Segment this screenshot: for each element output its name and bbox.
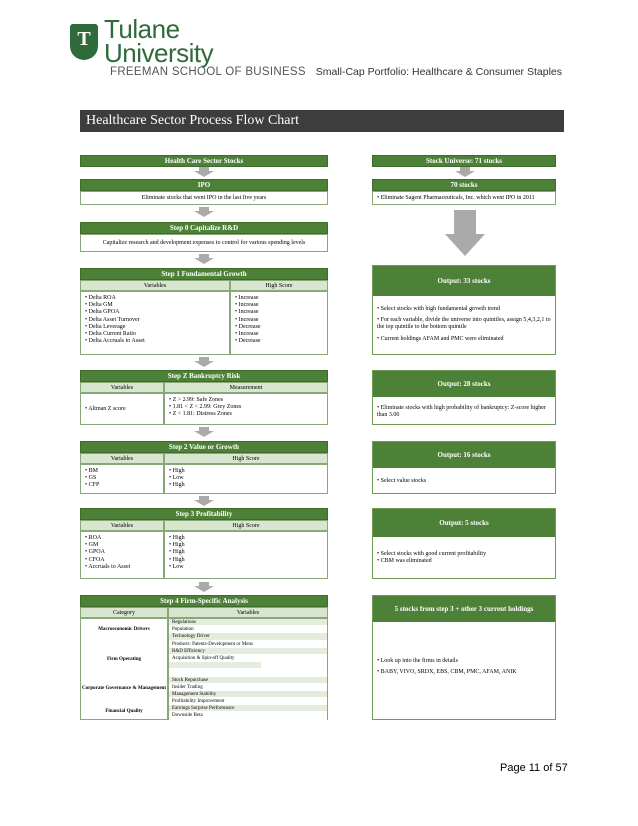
step4-variable: R&D Efficiency (169, 648, 327, 655)
step2-col-variables: Variables (80, 453, 164, 464)
step4-variable: Population (169, 626, 327, 633)
step1-score-text: Increase (238, 295, 259, 301)
step4-variable: Downside Beta (169, 712, 327, 719)
output-5-item: • CBM was eliminated (377, 558, 432, 565)
step2-score: • High (169, 482, 185, 489)
step1-score: • Increase (235, 295, 259, 301)
step4-col-category: Category (80, 607, 168, 618)
output-33-box (372, 265, 556, 355)
logo-university: University (104, 38, 214, 68)
step1-variable-text: Delta Leverage (88, 323, 126, 330)
output-33-item: • For each variable, divide the universe into quintiles, assign 5,4,3,2,1 to the top quintile to the bottom quintile (377, 317, 551, 331)
stepz-measure-text: 1.81 < Z < 2.99: Grey Zones (172, 404, 242, 411)
step3-variable: • Accruals to Asset (85, 563, 131, 570)
final-item: • BABY, VIVO, SRDX, EBS, CBM, PMC, AFAM, ANIK (377, 669, 517, 676)
arrow-down-icon (194, 207, 214, 217)
step3-variables (80, 531, 164, 579)
output-16-item: • Select value stocks (377, 478, 427, 484)
step4-categories (80, 618, 168, 720)
stepz-variable: • Altman Z score (80, 393, 164, 425)
step0-text: Capitalize research and development expenses to control for various spending levels (80, 234, 328, 252)
stepz-measure: • 1.81 < Z < 2.99: Grey Zones (169, 404, 242, 411)
step3-variable-text: ROA (88, 535, 102, 541)
step4-category: Macroeconomic Drivers (98, 627, 150, 632)
output-33-item-text: Current holdings AFAM and PMC were eliminated (380, 335, 504, 342)
step1-variable-text: Delta GM (88, 302, 113, 309)
step4-variables (168, 618, 328, 720)
step2-variable: • BM (85, 468, 98, 474)
output-28-item: • Eliminate stocks with high probability of bankruptcy: Z-score higher than 3.00 (377, 405, 546, 419)
step3-score-text: High (172, 549, 185, 556)
step2-score-text: Low (172, 475, 184, 482)
arrow-down-icon (455, 167, 475, 177)
step3-score-text: High (172, 535, 185, 541)
step4-variable: Products: Patents-Development or Mens (169, 641, 327, 648)
step3-variable: • GPOA (85, 549, 105, 556)
big-arrow-head-icon (445, 234, 485, 256)
step3-col-variables: Variables (80, 520, 164, 531)
step1-variable-text: Delta Accruals to Asset (88, 338, 145, 345)
output-5-head: Output: 5 stocks (373, 509, 555, 537)
step2-score: • High (169, 468, 185, 474)
step3-score: • High (169, 542, 185, 549)
ipo-text: Eliminate stocks that went IPO in the last five years (80, 191, 328, 205)
stepz-bar: Step Z Bankruptcy Risk (80, 370, 328, 382)
step4-bar: Step 4 Firm-Specific Analysis (80, 595, 328, 607)
final-item: • Look up into the firms in details (377, 658, 458, 664)
stepz-measure: • Z < 1.81: Distress Zones (169, 411, 232, 418)
s70-bar: 70 stocks (372, 179, 556, 191)
step0-bar: Step 0 Capitalize R&D (80, 222, 328, 234)
stepz-col-measurement: Measurement (164, 382, 328, 393)
step4-variable: Insider Trading (169, 684, 327, 691)
step3-score: • Low (169, 563, 184, 570)
step3-col-score: High Score (164, 520, 328, 531)
tulane-shield-logo (70, 24, 98, 60)
step1-score: • Decrease (235, 338, 261, 345)
step3-score-text: High (172, 556, 185, 563)
step2-score-text: High (172, 482, 185, 489)
logo-school: FREEMAN SCHOOL OF BUSINESS (110, 66, 306, 78)
step1-variable: • Delta GPOA (85, 309, 120, 316)
s70-text: • Eliminate Sagent Pharmaceuticals, Inc. which went IPO in 2011 (372, 191, 556, 205)
step3-score-text: Low (172, 563, 184, 570)
page-number: Page 11 of 57 (500, 762, 568, 774)
step1-col-score: High Score (230, 280, 328, 291)
logo-tulane: Tulane (104, 14, 180, 44)
ipo-bar: IPO (80, 179, 328, 191)
step3-variable-text: GPOA (88, 549, 105, 556)
step2-scores (164, 464, 328, 494)
step1-variable-text: Delta ROA (88, 295, 116, 301)
step2-variables (80, 464, 164, 494)
page-title: Healthcare Sector Process Flow Chart (80, 110, 564, 132)
arrow-down-icon (194, 357, 214, 367)
step4-variable: Regulations (169, 619, 327, 626)
step2-variable-text: GS (88, 475, 97, 482)
output-33-item: • Select stocks with high fundamental growth trend (377, 306, 500, 312)
big-arrow-icon (454, 210, 476, 234)
stepz-measure-text: Z < 1.81: Distress Zones (172, 411, 232, 418)
arrow-down-icon (194, 254, 214, 264)
stepz-measurement (164, 393, 328, 425)
step1-score: • Increase (235, 331, 259, 338)
output-16-box (372, 441, 556, 494)
step3-scores (164, 531, 328, 579)
step2-variable: • CFP (85, 482, 100, 489)
final-item-text: Look up into the firms in details (380, 658, 458, 664)
s70-text-content: Eliminate Sagent Pharmaceuticals, Inc. which went IPO in 2011 (380, 195, 535, 201)
output-5-item-text: Select stocks with good current profitability (380, 551, 487, 557)
output-16-head: Output: 16 stocks (373, 442, 555, 468)
output-33-head: Output: 33 stocks (373, 266, 555, 296)
step4-variable (169, 669, 261, 676)
step1-score: • Increase (235, 309, 259, 316)
step3-score: • High (169, 556, 185, 563)
doc-title: Small-Cap Portfolio: Healthcare & Consumer Staples (315, 66, 562, 78)
step1-variable: • Delta ROA (85, 295, 116, 301)
final-head: 5 stocks from step 3 + other 3 current holdings (373, 596, 555, 622)
step1-variable-text: Delta Current Ratio (88, 331, 136, 338)
arrow-down-icon (194, 427, 214, 437)
logo-letter: T (77, 28, 91, 50)
step3-score-text: High (172, 542, 185, 549)
step4-category: Firm Operating (106, 657, 142, 662)
output-33-item-text: Select stocks with high fundamental growth trend (380, 306, 500, 312)
step1-bar: Step 1 Fundamental Growth (80, 268, 328, 280)
step1-variable: • Delta Leverage (85, 323, 126, 330)
step1-score-text: Decrease (238, 338, 261, 345)
output-16-item-text: Select value stocks (380, 478, 427, 484)
step2-variable-text: CFP (88, 482, 100, 489)
arrow-down-icon (194, 496, 214, 506)
output-5-item-text: CBM was eliminated (380, 558, 432, 565)
step2-score-text: High (172, 468, 185, 474)
step1-scores (230, 291, 328, 355)
step4-category: Financial Quality (105, 709, 143, 714)
output-28-item-text: Eliminate stocks with high probability of bankruptcy: Z-score higher than 3.00 (377, 405, 546, 419)
step2-score: • Low (169, 475, 184, 482)
step2-bar: Step 2 Value or Growth (80, 441, 328, 453)
stepz-measure-text: Z > 2.99: Safe Zones (172, 397, 224, 403)
step2-col-score: High Score (164, 453, 328, 464)
step3-bar: Step 3 Profitability (80, 508, 328, 520)
step3-variable-text: Accruals to Asset (88, 563, 131, 570)
step4-variable: Technology Driver (169, 633, 327, 640)
step1-score-text: Increase (238, 309, 259, 316)
output-28-box (372, 370, 556, 425)
step1-variables (80, 291, 230, 355)
step4-variable: Management Stability (169, 691, 327, 698)
step1-score-text: Increase (238, 331, 259, 338)
step1-variable: • Delta Accruals to Asset (85, 338, 145, 345)
final-box (372, 595, 556, 720)
step1-variable-text: Delta GPOA (88, 309, 120, 316)
output-28-head: Output: 28 stocks (373, 371, 555, 397)
step1-score: • Decrease (235, 323, 261, 330)
step4-variable: Profitability Improvement (169, 698, 327, 705)
arrow-down-icon (194, 167, 214, 177)
universe-bar: Stock Universe: 71 stocks (372, 155, 556, 167)
step3-variable: • GM (85, 542, 99, 549)
stepz-var-text: Altman Z score (88, 406, 126, 412)
final-item-text: BABY, VIVO, SRDX, EBS, CBM, PMC, AFAM, ANIK (380, 669, 517, 676)
step4-variable: Stock Repurchase (169, 677, 327, 684)
step1-score-text: Decrease (238, 323, 261, 330)
step1-col-variables: Variables (80, 280, 230, 291)
step1-variable: • Delta Current Ratio (85, 331, 136, 338)
step4-col-variables: Variables (168, 607, 328, 618)
step3-variable: • CFOA (85, 556, 105, 563)
output-5-box (372, 508, 556, 579)
step1-variable: • Delta GM (85, 302, 113, 309)
step1-variable-text: Delta Asset Turnover (88, 316, 140, 323)
step1-score: • Increase (235, 316, 259, 323)
output-33-item-text: For each variable, divide the universe into quintiles, assign 5,4,3,2,1 to the top quintile to the bottom quintile (377, 317, 551, 331)
step3-variable: • ROA (85, 535, 102, 541)
step1-score: • Increase (235, 302, 259, 309)
hc-stocks-bar: Health Care Sector Stocks (80, 155, 328, 167)
step3-variable-text: GM (88, 542, 99, 549)
step3-score: • High (169, 549, 185, 556)
step2-variable-text: BM (88, 468, 98, 474)
stepz-col-variables: Variables (80, 382, 164, 393)
step1-score-text: Increase (238, 302, 259, 309)
stepz-measure: • Z > 2.99: Safe Zones (169, 397, 224, 403)
step1-score-text: Increase (238, 316, 259, 323)
step3-variable-text: CFOA (88, 556, 105, 563)
arrow-down-icon (194, 582, 214, 592)
output-5-item: • Select stocks with good current profitability (377, 551, 487, 557)
output-33-item: • Current holdings AFAM and PMC were eliminated (377, 335, 504, 342)
step1-variable: • Delta Asset Turnover (85, 316, 140, 323)
step4-variable (169, 662, 261, 669)
step4-variable: Earnings Surprise Performance (169, 705, 327, 712)
step4-category: Corporate Governance & Management (81, 686, 166, 691)
step3-score: • High (169, 535, 185, 541)
step2-variable: • GS (85, 475, 97, 482)
step4-variable: Acquisition & Spin-off Quality (169, 655, 327, 662)
